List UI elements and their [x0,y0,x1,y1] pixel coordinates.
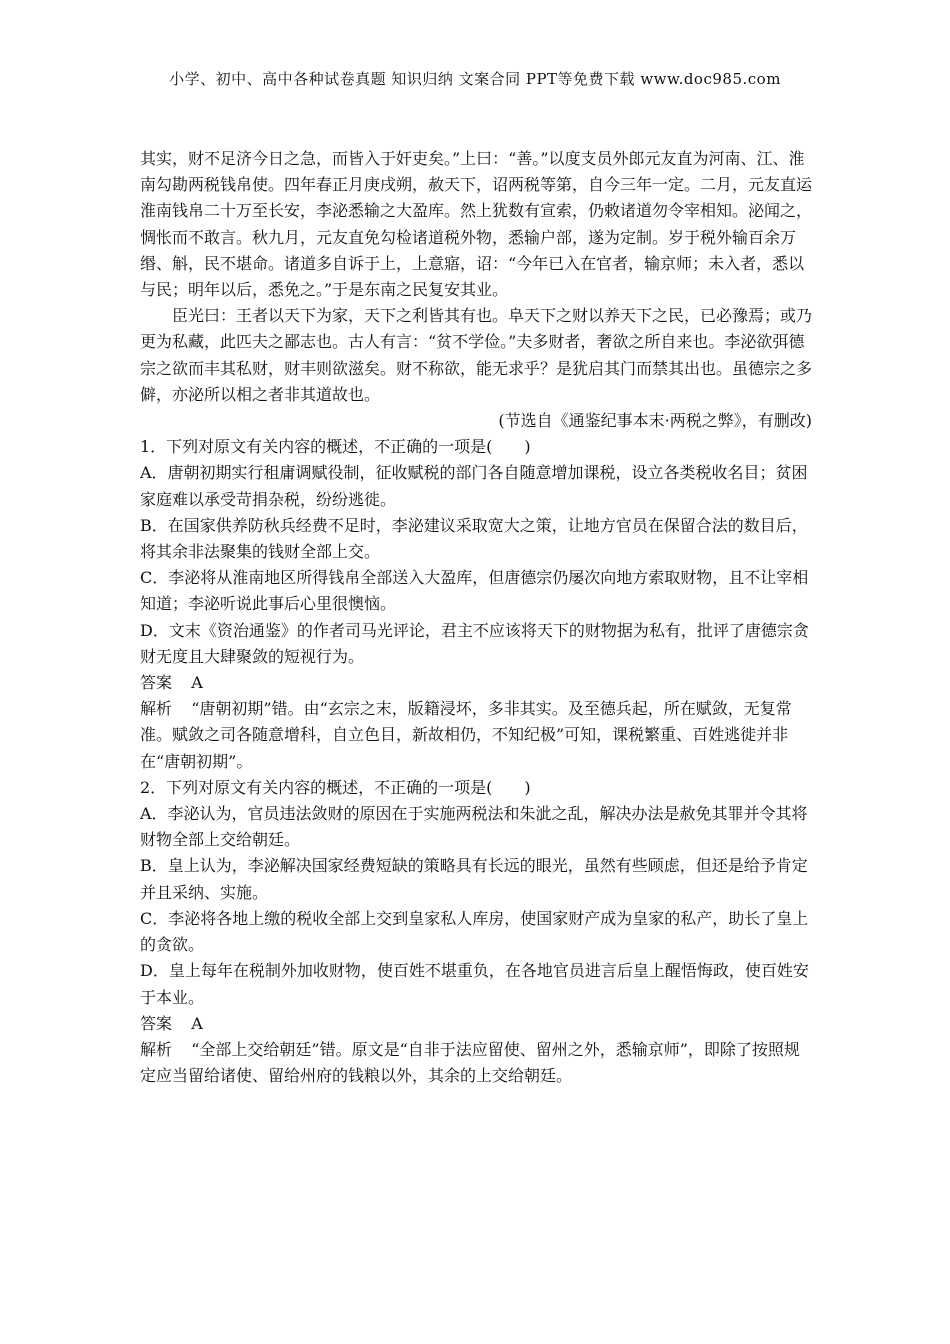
analysis-text: “全部上交给朝廷”错。原文是“自非于法应留使、留州之外，悉输京师”，即除了按照规定应当留给诸使、留给州府的钱粮以外，其余的上交给朝廷。 [140,1039,800,1086]
question-1-option-a: A．唐朝初期实行租庸调赋役制，征收赋税的部门各自随意增加课税，设立各类税收名目；贫困家庭难以承受苛捐杂税，纷纷逃徙。 [140,463,808,509]
answer-value: A [191,1013,203,1033]
answer-label: 答案 [140,1013,173,1033]
passage-paragraph-2: 臣光曰：王者以天下为家，天下之利皆其有也。阜天下之财以养天下之民，已必豫焉；或乃更为私藏，此匹夫之鄙志也。古人有言：“贫不学俭。”夫多财者，奢欲之所自来也。李泌欲弭德宗之欲而丰其私财，财丰则欲滋矣。财不称欲，能无求乎？是犹启其门而禁其出也。虽德宗之多僻，亦泌所以相之者非其道故也。 [140,306,813,404]
question-2-option-c: C．李泌将各地上缴的税收全部上交到皇家私人库房，使国家财产成为皇家的私产，助长了皇上的贪欲。 [140,908,809,955]
question-2-option-a: A．李泌认为，官员违法敛财的原因在于实施两税法和朱泚之乱，解决办法是赦免其罪并令其将财物全部上交给朝廷。 [140,804,808,850]
document-body [140,146,812,1089]
answer-label: 答案 [140,673,173,693]
passage-paragraph-1: 其实，财不足济今日之急，而皆入于奸吏矣。”上曰：“善。”以度支员外郎元友直为河南、江、淮南勾勘两税钱帛使。四年春正月庚戌朔，赦天下，诏两税等第，自今三年一定。二月，元友直运淮南钱帛二十万至长安，李泌悉输之大盈库。然上犹数有宣索，仍敕诸道勿令宰相知。泌闻之，惆怅而不敢言。秋九月，元友直免勾检诸道税外物，悉输户部，遂为定制。岁于税外输百余万缗、斛，民不堪命。诸道多自诉于上，上意寤，诏：“今年已入在官者，输京师；未入者，悉以与民；明年以后，悉免之。”于是东南之民复安其业。 [140,149,813,300]
analysis-label: 解析 [140,699,173,719]
answer-value: A [191,673,203,693]
analysis-label: 解析 [140,1039,173,1059]
analysis-text: “唐朝初期”错。由“玄宗之末，版籍浸坏，多非其实。及至德兵起，所在赋敛，无复常准。赋敛之司各随意增科，自立色目，新故相仍，不知纪极”可知，课税繁重、百姓逃徙并非在“唐朝初期”。 [140,699,792,771]
page-header: 小学、初中、高中各种试卷真题 知识归纳 文案合同 PPT等免费下载 www.doc985.com [169,70,781,88]
question-2-stem: 2．下列对原文有关内容的概述，不正确的一项是( ) [140,777,531,797]
question-1-analysis [140,696,812,775]
question-2-option-b: B．皇上认为，李泌解决国家经费短缺的策略具有长远的眼光，虽然有些顾虑，但还是给予肯定并且采纳、实施。 [140,856,808,902]
question-1-stem: 1．下列对原文有关内容的概述，不正确的一项是( ) [140,437,531,457]
question-1-answer [140,670,812,696]
question-1-option-d: D．文末《资治通鉴》的作者司马光评论，君主不应该将天下的财物据为私有，批评了唐德宗贪财无度且大肆聚敛的短视行为。 [140,620,809,666]
question-1-option-c: C．李泌将从淮南地区所得钱帛全部送入大盈库，但唐德宗仍屡次向地方索取财物，且不让宰相知道；李泌听说此事后心里很懊恼。 [140,568,809,614]
question-2-analysis [140,1037,812,1089]
question-2-option-d: D．皇上每年在税制外加收财物，使百姓不堪重负，在各地官员进言后皇上醒悟悔政，使百姓安于本业。 [140,961,809,1007]
question-2-answer [140,1011,812,1037]
passage-source: (节选自《通鉴纪事本末·两税之弊》，有删改) [498,411,812,431]
question-1-option-b: B．在国家供养防秋兵经费不足时，李泌建议采取宽大之策，让地方官员在保留合法的数目后，将其余非法聚集的钱财全部上交。 [140,515,808,562]
